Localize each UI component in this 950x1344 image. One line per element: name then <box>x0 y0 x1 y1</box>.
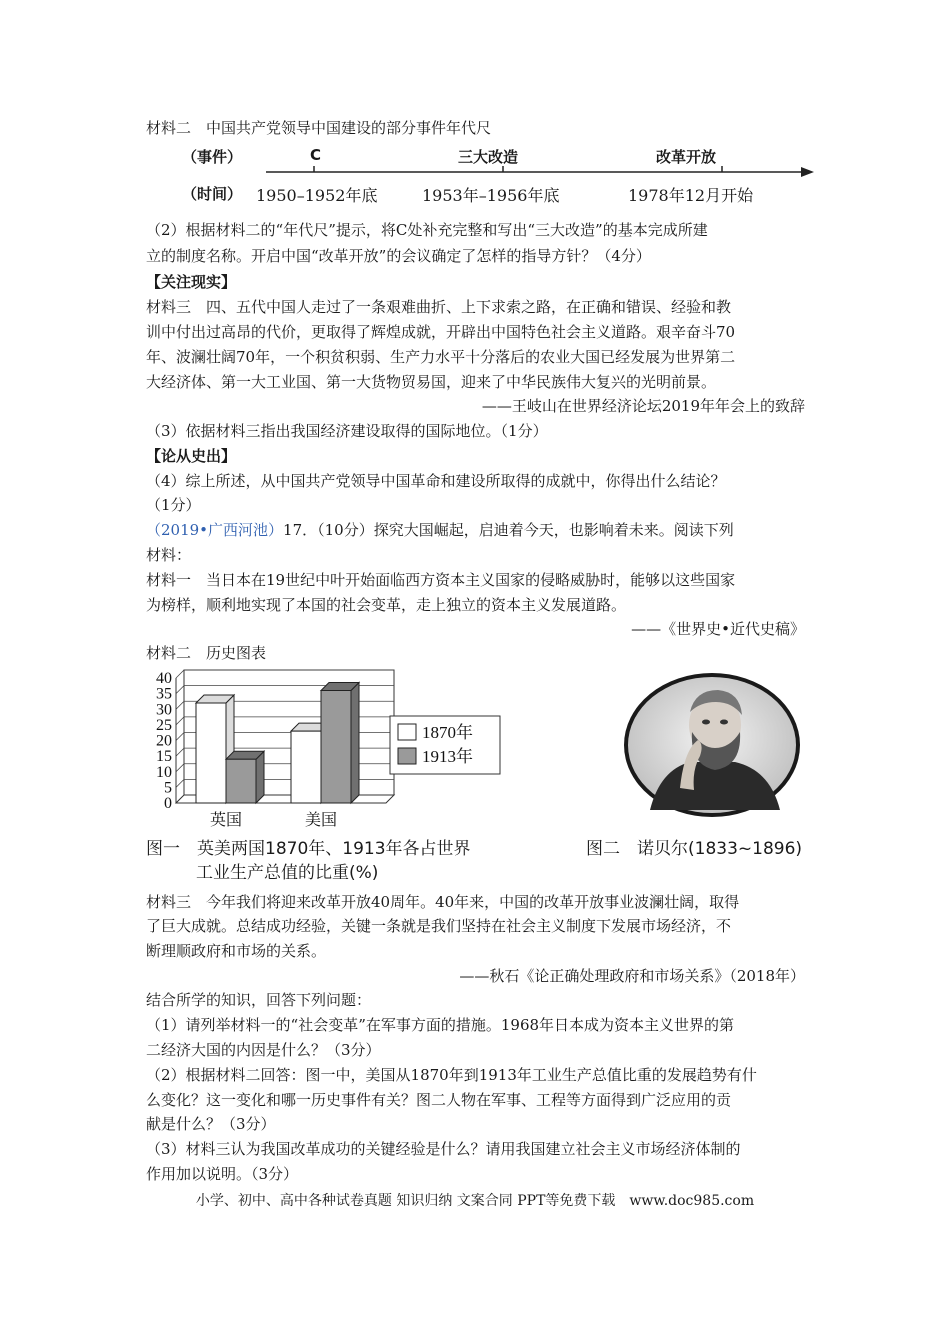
material-one-line-1: 材料一 当日本在19世纪中叶开始面临西方资本主义国家的侵略威胁时，能够以这些国家 <box>146 571 736 589</box>
material-one-source: ——《世界史•近代史稿》 <box>631 620 805 638</box>
material-three-source: ——王岐山在世界经济论坛2019年年会上的致辞 <box>481 397 805 415</box>
timeline-time-2: 1953年–1956年底 <box>422 186 560 205</box>
timeline-event-three-reforms: 三大改造 <box>458 148 519 166</box>
figure-two-caption: 图二 诺贝尔(1833~1896) <box>586 839 803 859</box>
chart-gridline-side <box>176 733 184 741</box>
timeline-ruler <box>176 143 816 213</box>
bar-0-1 <box>226 759 256 803</box>
y-tick-label: 15 <box>156 748 172 766</box>
bar-side <box>256 751 264 803</box>
chart-gridline-side <box>176 748 184 756</box>
question-2-line-1: （2）根据材料二的“年代尺”提示，将C处补充完整和写出“三大改造”的基本完成所建 <box>146 221 708 239</box>
y-tick-label: 40 <box>156 670 172 687</box>
timeline-axis <box>266 165 816 179</box>
industrial-share-bar-chart <box>146 668 506 833</box>
material-three-b-source: ——秋石《论正确处理政府和市场关系》（2018年） <box>459 967 805 985</box>
chart-gridline-side <box>176 670 184 678</box>
question-4-line-2: （1分） <box>146 496 201 514</box>
question-17-2-line-3: 献是什么？（3分） <box>146 1115 276 1133</box>
nobel-portrait-image <box>620 670 805 820</box>
x-category-label: 英国 <box>209 810 243 829</box>
legend-swatch <box>398 724 416 740</box>
timeline-time-1: 1950–1952年底 <box>256 186 378 205</box>
y-tick-label: 0 <box>164 795 172 812</box>
material-three-line-2: 训中付出过高昂的代价，更取得了辉煌成就，开辟出中国特色社会主义道路。艰辛奋斗70 <box>146 323 736 341</box>
material-two-heading: 材料二 中国共产党领导中国建设的部分事件年代尺 <box>146 119 492 137</box>
bar-0-0 <box>196 703 226 803</box>
question-17-3-line-1: （3）材料三认为我国改革成功的关键经验是什么？请用我国建立社会主义市场经济体制的 <box>146 1140 741 1158</box>
timeline-time-label: （时间） <box>182 185 243 203</box>
y-tick-label: 35 <box>156 685 172 703</box>
question-17-1-line-1: （1）请列举材料一的“社会变革”在军事方面的措施。1968年日本成为资本主义世界的第 <box>146 1016 735 1034</box>
section-history-conclusion: 【论从史出】 <box>146 447 237 465</box>
question-17-1-line-2: 二经济大国的内因是什么？（3分） <box>146 1041 381 1059</box>
material-three-line-1: 材料三 四、五代中国人走过了一条艰难曲折、上下求索之路，在正确和错误、经验和教 <box>146 298 732 316</box>
legend-label: 1913年 <box>422 747 473 766</box>
question-17-text: 17．（10分）探究大国崛起，启迪着今天，也影响着未来。阅读下列 <box>283 521 734 539</box>
material-three-line-3: 年、波澜壮阔70年，一个积贫积弱、生产力水平十分落后的农业大国已经发展为世界第二 <box>146 348 736 366</box>
timeline-event-c: C <box>310 146 322 164</box>
chart-gridline-side <box>176 779 184 787</box>
section-focus-reality: 【关注现实】 <box>146 273 237 291</box>
timeline-event-reform-opening: 改革开放 <box>656 148 717 166</box>
question-2-line-2: 立的制度名称。开启中国“改革开放”的会议确定了怎样的指导方针？（4分） <box>146 247 651 265</box>
material-two-chart-heading: 材料二 历史图表 <box>146 644 267 662</box>
y-tick-label: 10 <box>156 763 172 781</box>
question-17-3-line-2: 作用加以说明。（3分） <box>146 1165 299 1183</box>
question-17-intro <box>146 520 734 540</box>
material-one-line-2: 为榜样，顺利地实现了本国的社会变革，走上独立的资本主义发展道路。 <box>146 596 627 614</box>
question-4-line-1: （4）综上所述，从中国共产党领导中国革命和建设所取得的成就中，你得出什么结论？ <box>146 472 726 490</box>
question-17-2-line-1: （2）根据材料二回答：图一中，美国从1870年到1913年工业生产总值比重的发展趋势有什 <box>146 1066 757 1084</box>
timeline-time-3: 1978年12月开始 <box>628 186 754 205</box>
question-17-2-line-2: 么变化？这一变化和哪一历史事件有关？图二人物在军事、工程等方面得到广泛应用的贡 <box>146 1091 732 1109</box>
question-source-link[interactable]: （2019•广西河池） <box>146 521 284 539</box>
figure-one-caption-line-1: 图一 英美两国1870年、1913年各占世界 <box>146 839 471 859</box>
x-category-label: 美国 <box>304 810 338 829</box>
chart-gridline-side <box>176 701 184 709</box>
chart-gridline-side <box>176 717 184 725</box>
legend-label: 1870年 <box>422 723 473 742</box>
material-three-line-4: 大经济体、第一大工业国、第一大货物贸易国，迎来了中华民族伟大复兴的光明前景。 <box>146 373 717 391</box>
material-three-b-line-1: 材料三 今年我们将迎来改革开放40周年。40年来，中国的改革开放事业波澜壮阔，取得 <box>146 893 740 911</box>
material-three-b-line-3: 断理顺政府和市场的关系。 <box>146 942 327 960</box>
timeline-event-label: （事件） <box>182 148 243 166</box>
page-footer: 小学、初中、高中各种试卷真题 知识归纳 文案合同 PPT等免费下载 www.doc985.com <box>195 1193 755 1209</box>
y-tick-label: 5 <box>164 779 172 797</box>
figure-one-caption-line-2: 工业生产总值的比重(%) <box>196 863 379 883</box>
bar-1-1 <box>321 691 351 804</box>
y-tick-label: 20 <box>156 732 172 750</box>
bar-side <box>351 683 359 804</box>
material-three-b-line-2: 了巨大成就。总结成功经验，关键一条就是我们坚持在社会主义制度下发展市场经济，不 <box>146 917 732 935</box>
chart-gridline-side <box>176 764 184 772</box>
materials-label: 材料： <box>146 546 192 564</box>
chart-gridline-side <box>176 686 184 694</box>
legend-swatch <box>398 748 416 764</box>
bar-1-0 <box>291 731 321 803</box>
question-3: （3）依据材料三指出我国经济建设取得的国际地位。（1分） <box>146 422 548 440</box>
y-tick-label: 30 <box>156 701 172 719</box>
answer-instruction: 结合所学的知识，回答下列问题： <box>146 991 372 1009</box>
y-tick-label: 25 <box>156 716 172 734</box>
